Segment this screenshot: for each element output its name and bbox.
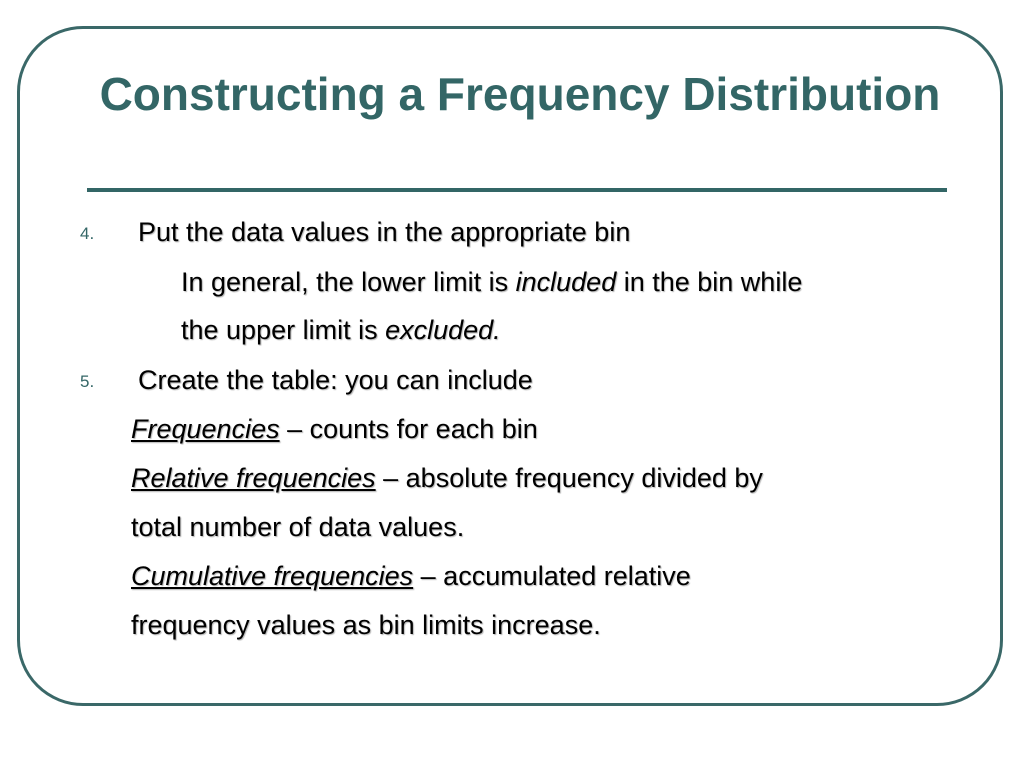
- included-emphasis: included: [515, 267, 617, 297]
- item-5-number: 5.: [80, 372, 95, 391]
- title-divider: [87, 188, 947, 192]
- cumulative-frequencies-definition: – accumulated relative: [413, 561, 691, 591]
- detail-line2-text: the upper limit is: [181, 315, 386, 345]
- frequencies-term: Frequencies: [131, 414, 280, 444]
- relative-frequencies-continuation: total number of data values.: [131, 512, 465, 542]
- subitem-relative-frequencies: [131, 462, 763, 494]
- item-5-heading: Create the table: you can include: [138, 365, 533, 395]
- item-4-detail-line2: [181, 314, 501, 346]
- item-4-number: 4.: [80, 224, 95, 243]
- cumulative-frequencies-continuation: frequency values as bin limits increase.: [131, 610, 601, 640]
- cumulative-frequencies-term: Cumulative frequencies: [131, 561, 414, 591]
- subitem-cumulative-frequencies: [131, 560, 691, 592]
- relative-frequencies-definition: – absolute frequency divided by: [375, 463, 763, 493]
- slide-title: Constructing a Frequency Distribution: [99, 68, 941, 120]
- item-4-detail-line1: [181, 266, 802, 298]
- subitem-frequencies: [131, 413, 538, 445]
- frequencies-definition: – counts for each bin: [279, 414, 538, 444]
- relative-frequencies-term: Relative frequencies: [131, 463, 376, 493]
- detail-line1-text: In general, the lower limit is: [181, 267, 516, 297]
- excluded-emphasis: excluded.: [385, 315, 501, 345]
- item-4-heading: Put the data values in the appropriate bin: [138, 217, 631, 247]
- detail-line1-tail: in the bin while: [616, 267, 803, 297]
